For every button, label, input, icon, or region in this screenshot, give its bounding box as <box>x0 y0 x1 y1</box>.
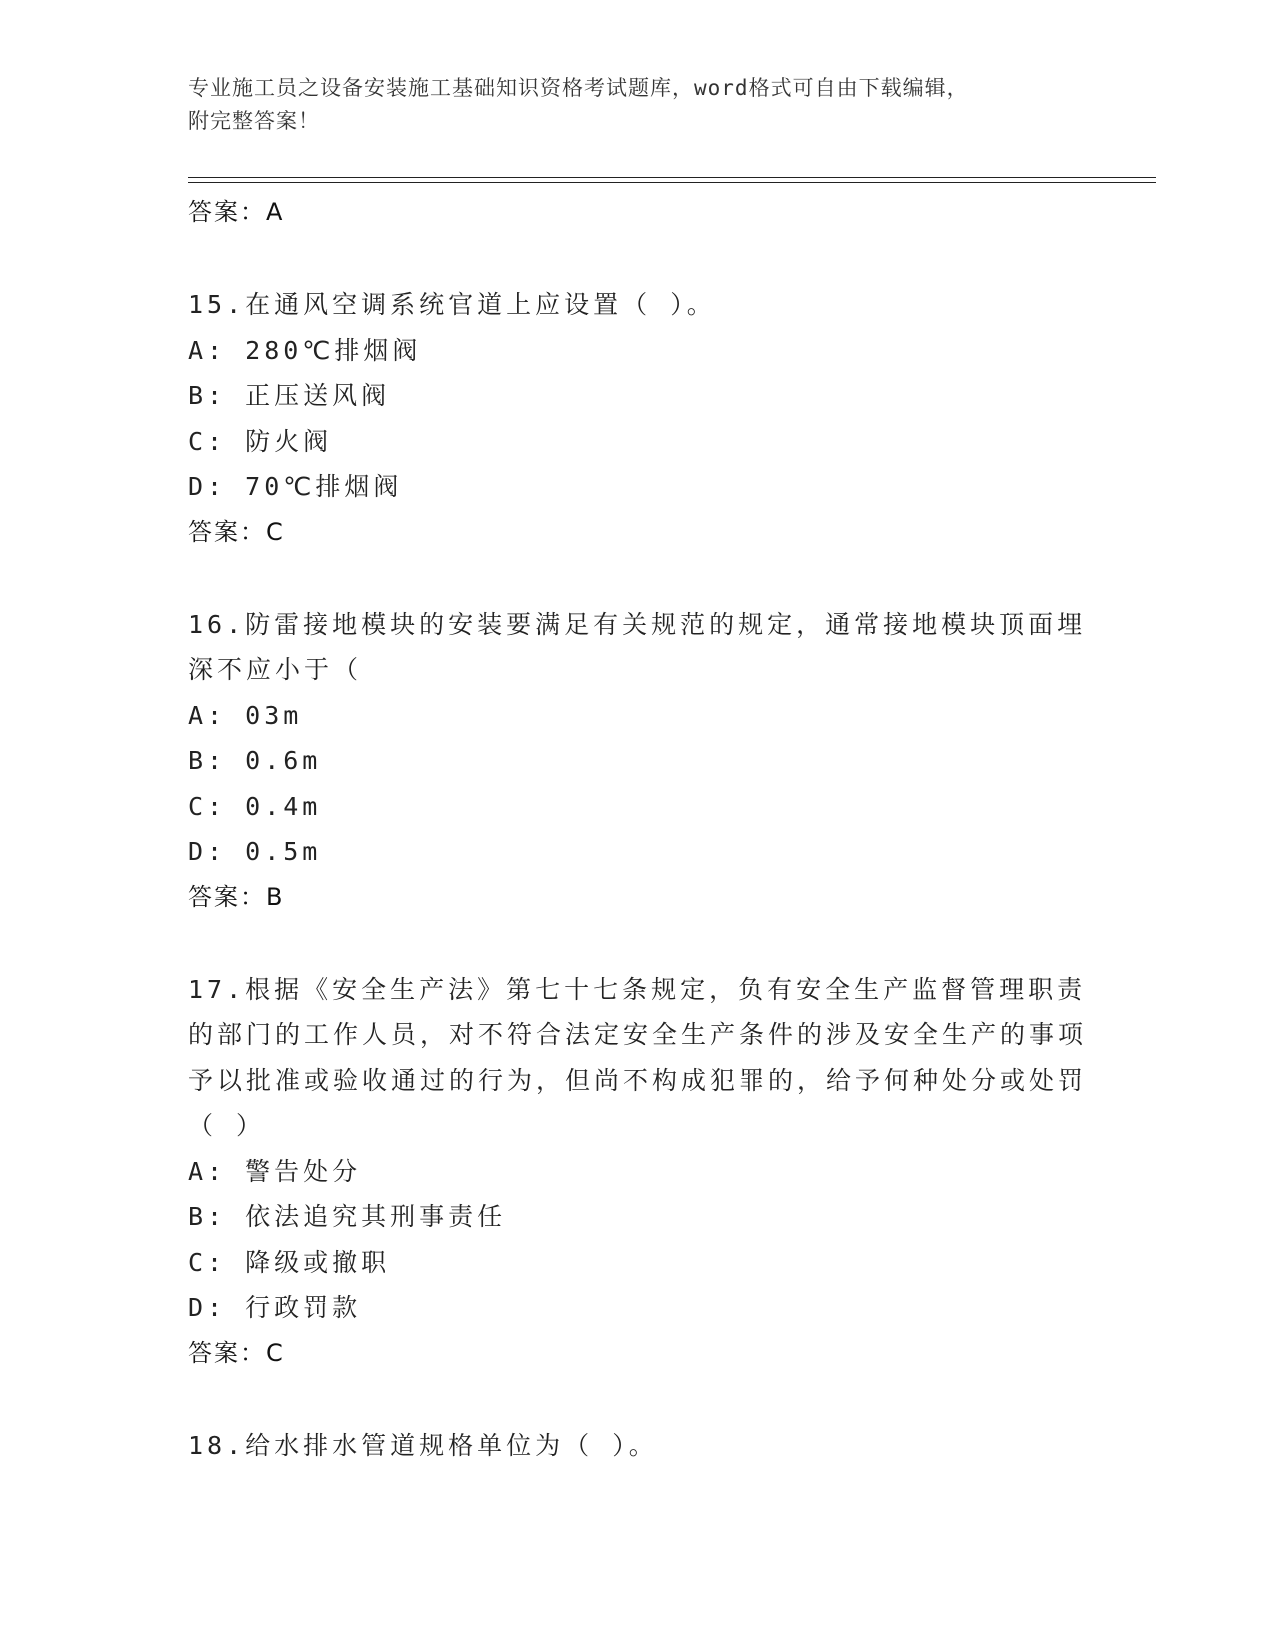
option-b: B: 0.6m <box>188 746 322 775</box>
answer-line: 答案：A <box>188 198 285 226</box>
answer-line: 答案：C <box>188 517 285 546</box>
question-text: 16.防雷接地模块的安装要满足有关规范的规定，通常接地模块顶面埋深不应小于（ <box>188 609 1087 684</box>
option-d: D: 行政罚款 <box>188 1293 362 1322</box>
question-text: 18.给水排水管道规格单位为（ ）。 <box>188 1430 658 1460</box>
document-header <box>188 72 1068 138</box>
question-text: 17.根据《安全生产法》第七十七条规定，负有安全生产监督管理职责的部门的工作人员，对不符合法定安全生产条件的涉及安全生产的事项予以批准或验收通过的行为，但尚不构成犯罪的，给予何种处分或处罚（ ） <box>188 974 1088 1140</box>
option-a: A: 03m <box>188 700 303 730</box>
header-line-2: 附完整答案！ <box>188 109 320 133</box>
answer-line: 答案：B <box>188 882 285 911</box>
question-text: 15.在通风空调系统官道上应设置（ ）。 <box>188 290 716 319</box>
question-16 <box>188 602 1088 921</box>
header-divider-top <box>188 177 1156 178</box>
option-b: B: 依法追究其刑事责任 <box>188 1202 507 1231</box>
header-divider-bottom <box>188 182 1156 183</box>
question-list <box>188 190 1088 1468</box>
header-line-1: 专业施工员之设备安装施工基础知识资格考试题库，word格式可自由下载编辑， <box>188 76 969 100</box>
option-b: B: 正压送风阀 <box>188 381 391 410</box>
spacer <box>188 921 1088 967</box>
option-d: D: 0.5m <box>188 837 322 866</box>
question-15 <box>188 282 1088 556</box>
question-17 <box>188 967 1088 1377</box>
spacer <box>188 556 1088 602</box>
option-c: C: 降级或撤职 <box>188 1247 391 1277</box>
option-a: A: 警告处分 <box>188 1156 362 1186</box>
spacer <box>188 236 1088 282</box>
option-a: A: 280℃排烟阀 <box>188 335 422 365</box>
option-d: D: 70℃排烟阀 <box>188 472 403 501</box>
option-c: C: 防火阀 <box>188 426 333 456</box>
spacer <box>188 1377 1088 1423</box>
question-18 <box>188 1423 1088 1469</box>
answer-line: 答案：C <box>188 1338 285 1367</box>
option-c: C: 0.4m <box>188 791 322 821</box>
